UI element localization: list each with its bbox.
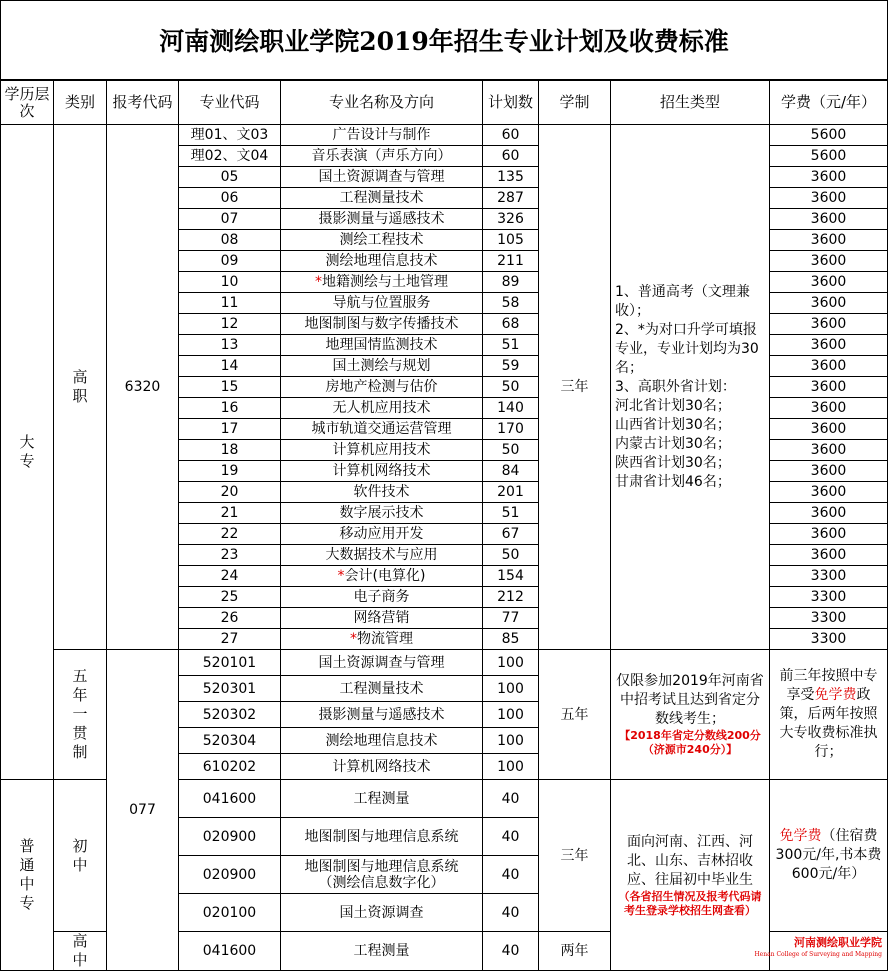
enroll-line: 陕西省计划30名； xyxy=(615,454,731,471)
fee-value: 3600 xyxy=(770,524,888,545)
plan-count: 68 xyxy=(483,314,539,335)
major-code: 16 xyxy=(179,398,281,419)
header-category: 类别 xyxy=(54,81,107,125)
major-code: 23 xyxy=(179,545,281,566)
major-name: 地理国情监测技术 xyxy=(325,337,438,353)
free-tuition-label: 免学费 xyxy=(779,828,822,844)
apply-code-gaozhi: 6320 xyxy=(107,125,179,650)
enroll-text: 面向河南、江西、河北、山东、吉林招收应、往届初中毕业生 xyxy=(627,833,753,888)
plan-count: 40 xyxy=(483,780,539,818)
major-name-cell xyxy=(281,566,483,587)
fee-value: 3600 xyxy=(770,482,888,503)
plan-count: 51 xyxy=(483,335,539,356)
category-wunian-cell xyxy=(54,650,107,780)
enroll-type-chuzhong xyxy=(611,780,770,971)
star-marker: * xyxy=(337,568,345,584)
fee-value: 3600 xyxy=(770,293,888,314)
major-name: 导航与位置服务 xyxy=(332,295,431,311)
plan-count: 135 xyxy=(483,167,539,188)
major-name: 移动应用开发 xyxy=(339,526,424,542)
major-name: 地图制图与数字传播技术 xyxy=(304,316,459,332)
fee-value: 3600 xyxy=(770,440,888,461)
major-code: 26 xyxy=(179,608,281,629)
fee-value: 3600 xyxy=(770,335,888,356)
major-code: 10 xyxy=(179,272,281,293)
major-name-cell xyxy=(281,440,483,461)
plan-count: 51 xyxy=(483,503,539,524)
major-code: 14 xyxy=(179,356,281,377)
fee-value: 3300 xyxy=(770,629,888,650)
enroll-line: 甘肃省计划46名； xyxy=(615,473,731,490)
major-name: 测绘地理信息技术 xyxy=(325,253,438,269)
major-name-cell xyxy=(281,146,483,167)
plan-count: 50 xyxy=(483,377,539,398)
plan-count: 59 xyxy=(483,356,539,377)
fee-value: 3600 xyxy=(770,377,888,398)
header-level: 学历层次 xyxy=(1,81,54,125)
enroll-line: 1、普通高考（文理兼收）； xyxy=(615,283,750,319)
fee-value: 3600 xyxy=(770,188,888,209)
plan-count: 211 xyxy=(483,251,539,272)
major-name: 工程测量技术 xyxy=(281,676,483,702)
fee-value: 3600 xyxy=(770,272,888,293)
major-name: 大数据技术与应用 xyxy=(325,547,438,563)
plan-count: 60 xyxy=(483,125,539,146)
major-code: 22 xyxy=(179,524,281,545)
plan-count: 67 xyxy=(483,524,539,545)
table-body xyxy=(1,125,888,971)
fee-text-post: （住宿费300元/年,书本费600元/年） xyxy=(775,828,882,882)
fee-value: 3300 xyxy=(770,608,888,629)
major-name-cell xyxy=(281,293,483,314)
fee-value: 3600 xyxy=(770,419,888,440)
header-enroll-type: 招生类型 xyxy=(611,81,770,125)
major-code: 520302 xyxy=(179,702,281,728)
fee-text-post: 政策，后两年按照大专收费标准执行； xyxy=(779,687,878,760)
fee-wunian xyxy=(770,650,888,780)
enrollment-table xyxy=(0,80,888,971)
plan-count: 40 xyxy=(483,818,539,856)
major-name: 工程测量技术 xyxy=(339,190,424,206)
major-name: 无人机应用技术 xyxy=(332,400,431,416)
major-code: 520301 xyxy=(179,676,281,702)
major-code: 020900 xyxy=(179,818,281,856)
fee-value: 3600 xyxy=(770,230,888,251)
major-name: 国土资源调查 xyxy=(339,904,424,921)
major-name-cell xyxy=(281,461,483,482)
major-name-cell xyxy=(281,167,483,188)
duration-gaozhong: 两年 xyxy=(539,932,611,971)
major-name: 网络营销 xyxy=(353,610,410,626)
major-code: 06 xyxy=(179,188,281,209)
major-code: 21 xyxy=(179,503,281,524)
major-name-cell xyxy=(281,272,483,293)
header-row xyxy=(1,81,888,125)
duration-chuzhong: 三年 xyxy=(539,780,611,932)
plan-count: 154 xyxy=(483,566,539,587)
page-title: 河南测绘职业学院2019年招生专业计划及收费标准 xyxy=(0,0,888,80)
major-name: 音乐表演（声乐方向） xyxy=(311,148,452,164)
major-code: 理01、文03 xyxy=(179,125,281,146)
major-name-cell xyxy=(281,314,483,335)
fee-chuzhong xyxy=(770,780,888,932)
category-gaozhong-cell xyxy=(54,932,107,971)
major-name: 软件技术 xyxy=(353,484,410,500)
duration-gaozhi: 三年 xyxy=(539,125,611,650)
major-code: 理02、文04 xyxy=(179,146,281,167)
header-major-name: 专业名称及方向 xyxy=(281,81,483,125)
major-name: 地籍测绘与土地管理 xyxy=(322,274,448,290)
plan-count: 58 xyxy=(483,293,539,314)
plan-count: 40 xyxy=(483,856,539,894)
level-zhongzhuan-cell xyxy=(1,780,54,971)
plan-count: 100 xyxy=(483,676,539,702)
major-code: 520101 xyxy=(179,650,281,676)
enroll-note: （各省招生情况及报考代码请考生登录学校招生网查看） xyxy=(618,889,762,917)
fee-value: 3600 xyxy=(770,314,888,335)
major-code: 041600 xyxy=(179,932,281,971)
major-name: 计算机网络技术 xyxy=(281,754,483,780)
header-major-code: 专业代码 xyxy=(179,81,281,125)
table-row xyxy=(1,125,888,146)
plan-count: 100 xyxy=(483,754,539,780)
major-name: 测绘工程技术 xyxy=(339,232,424,248)
major-code: 25 xyxy=(179,587,281,608)
watermark-text: 河南测绘职业学院 xyxy=(794,936,882,949)
major-name: 广告设计与制作 xyxy=(332,127,431,143)
major-name: 会计(电算化) xyxy=(344,568,426,584)
plan-count: 50 xyxy=(483,545,539,566)
major-name-cell xyxy=(281,894,483,932)
major-code: 27 xyxy=(179,629,281,650)
plan-count: 100 xyxy=(483,702,539,728)
major-name-cell xyxy=(281,629,483,650)
watermark-subtext: Henan College of Surveying and Mapping xyxy=(754,951,882,958)
major-code: 041600 xyxy=(179,780,281,818)
school-watermark xyxy=(754,937,882,961)
plan-count: 89 xyxy=(483,272,539,293)
major-name: 物流管理 xyxy=(357,631,413,647)
header-duration: 学制 xyxy=(539,81,611,125)
major-code: 07 xyxy=(179,209,281,230)
level-zhongzhuan-label: 普通中专 xyxy=(19,837,35,912)
level-dazhuan-label: 大专 xyxy=(19,433,35,470)
fee-value: 5600 xyxy=(770,125,888,146)
category-gaozhong-label: 高中 xyxy=(72,932,88,969)
plan-count: 50 xyxy=(483,440,539,461)
major-code: 610202 xyxy=(179,754,281,780)
major-code: 08 xyxy=(179,230,281,251)
plan-count: 212 xyxy=(483,587,539,608)
major-name: 计算机应用技术 xyxy=(332,442,431,458)
major-code: 18 xyxy=(179,440,281,461)
major-code: 09 xyxy=(179,251,281,272)
fee-value: 3600 xyxy=(770,251,888,272)
fee-value: 3600 xyxy=(770,356,888,377)
fee-value: 3300 xyxy=(770,587,888,608)
fee-value: 3600 xyxy=(770,503,888,524)
major-name-cell xyxy=(281,419,483,440)
major-name: 计算机网络技术 xyxy=(332,463,431,479)
plan-count: 40 xyxy=(483,932,539,971)
major-name-cell xyxy=(281,398,483,419)
fee-value: 3600 xyxy=(770,167,888,188)
major-name: 工程测量 xyxy=(353,790,410,807)
header-apply-code: 报考代码 xyxy=(107,81,179,125)
major-name-cell xyxy=(281,209,483,230)
major-code: 19 xyxy=(179,461,281,482)
fee-value: 3600 xyxy=(770,398,888,419)
plan-count: 201 xyxy=(483,482,539,503)
major-code: 12 xyxy=(179,314,281,335)
major-name: 测绘地理信息技术 xyxy=(281,728,483,754)
plan-count: 85 xyxy=(483,629,539,650)
fee-value: 3300 xyxy=(770,566,888,587)
enroll-line: 内蒙古计划30名； xyxy=(615,435,731,452)
major-name: 地图制图与地理信息系统 xyxy=(304,858,459,875)
major-name-cell xyxy=(281,482,483,503)
major-name-cell xyxy=(281,335,483,356)
plan-count: 40 xyxy=(483,894,539,932)
major-name-cell xyxy=(281,545,483,566)
major-name: 摄影测量与遥感技术 xyxy=(281,702,483,728)
star-marker: * xyxy=(315,274,322,290)
enroll-type-wunian xyxy=(611,650,770,780)
plan-count: 170 xyxy=(483,419,539,440)
plan-count: 84 xyxy=(483,461,539,482)
fee-value: 5600 xyxy=(770,146,888,167)
major-code: 13 xyxy=(179,335,281,356)
major-code: 17 xyxy=(179,419,281,440)
major-name-cell xyxy=(281,524,483,545)
major-name: 电子商务 xyxy=(353,589,410,605)
major-name: 工程测量 xyxy=(281,932,483,971)
major-code: 020900 xyxy=(179,856,281,894)
plan-count: 140 xyxy=(483,398,539,419)
plan-count: 60 xyxy=(483,146,539,167)
major-name: 国土资源调查与管理 xyxy=(281,650,483,676)
enroll-type-gaozhi xyxy=(611,125,770,650)
header-plan: 计划数 xyxy=(483,81,539,125)
major-name-cell xyxy=(281,125,483,146)
major-name-cell xyxy=(281,818,483,856)
major-code: 05 xyxy=(179,167,281,188)
category-gaozhi-label: 高职 xyxy=(72,368,88,405)
duration-wunian: 五年 xyxy=(539,650,611,780)
plan-count: 287 xyxy=(483,188,539,209)
major-name: 摄影测量与遥感技术 xyxy=(318,211,445,227)
table-row xyxy=(1,650,888,676)
plan-count: 100 xyxy=(483,728,539,754)
major-name-cell xyxy=(281,587,483,608)
major-name-cell xyxy=(281,780,483,818)
major-code: 15 xyxy=(179,377,281,398)
enroll-text: 仅限参加2019年河南省中招考试且达到省定分数线考生； xyxy=(616,673,764,727)
major-name-cell xyxy=(281,503,483,524)
score-line-note: 【2018年省定分数线200分（济源市240分）】 xyxy=(619,729,761,756)
category-gaozhi-cell xyxy=(54,125,107,650)
major-name: 国土资源调查与管理 xyxy=(318,169,445,185)
fee-value: 3600 xyxy=(770,209,888,230)
major-name-cell xyxy=(281,188,483,209)
category-chuzhong-cell xyxy=(54,780,107,932)
major-direction: （测绘信息数字化） xyxy=(318,874,445,891)
apply-code-077: 077 xyxy=(107,650,179,971)
plan-count: 326 xyxy=(483,209,539,230)
major-name: 国土测绘与规划 xyxy=(332,358,431,374)
free-tuition-label: 免学费 xyxy=(814,687,857,703)
fee-value: 3600 xyxy=(770,461,888,482)
major-name-cell xyxy=(281,377,483,398)
category-wunian-label: 五年一贯制 xyxy=(72,667,88,761)
major-name-cell xyxy=(281,608,483,629)
major-name-cell xyxy=(281,251,483,272)
major-name: 城市轨道交通运营管理 xyxy=(311,421,452,437)
enroll-line: 3、高职外省计划： xyxy=(615,378,736,395)
major-name: 地图制图与地理信息系统 xyxy=(304,828,459,845)
major-code: 11 xyxy=(179,293,281,314)
enroll-line: 2、*为对口升学可填报专业，专业计划均为30名； xyxy=(615,321,759,376)
fee-value: 3600 xyxy=(770,545,888,566)
major-code: 24 xyxy=(179,566,281,587)
enroll-line: 河北省计划30名； xyxy=(615,397,731,414)
major-name-cell xyxy=(281,856,483,894)
category-chuzhong-label: 初中 xyxy=(72,836,88,874)
major-name: 数字展示技术 xyxy=(339,505,424,521)
level-dazhuan-cell xyxy=(1,125,54,780)
header-fee: 学费（元/年） xyxy=(770,81,888,125)
major-name-cell xyxy=(281,356,483,377)
plan-count: 105 xyxy=(483,230,539,251)
major-name-cell xyxy=(281,230,483,251)
fee-text-pre: 前三年按照中专享受 xyxy=(779,668,878,703)
major-code: 20 xyxy=(179,482,281,503)
plan-count: 100 xyxy=(483,650,539,676)
star-marker: * xyxy=(350,631,357,647)
major-code: 520304 xyxy=(179,728,281,754)
major-name: 房地产检测与估价 xyxy=(325,379,438,395)
plan-count: 77 xyxy=(483,608,539,629)
enroll-line: 山西省计划30名； xyxy=(615,416,731,433)
major-code: 020100 xyxy=(179,894,281,932)
